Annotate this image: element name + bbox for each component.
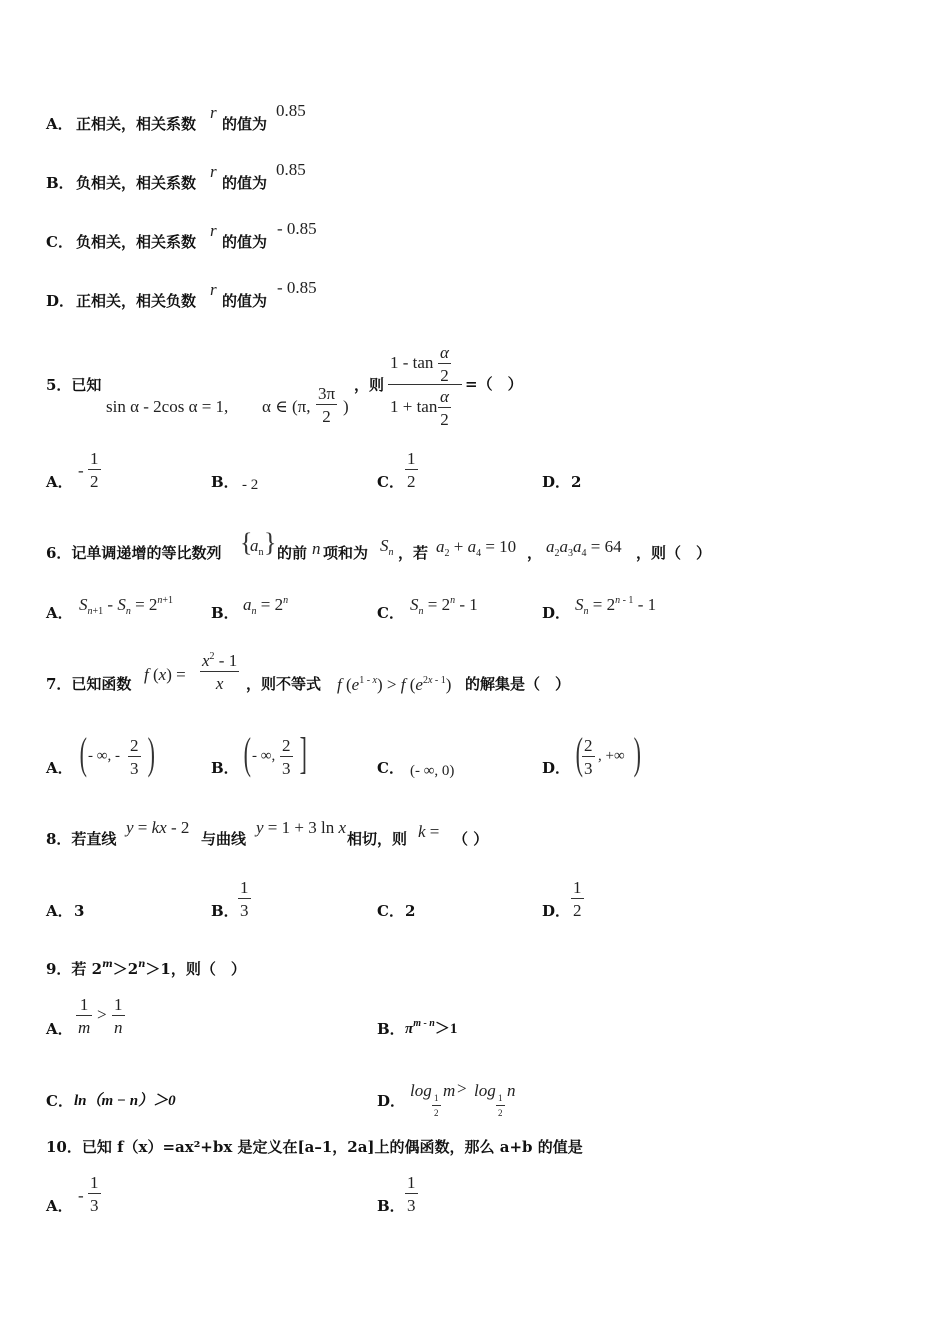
paren-close: ] [299, 729, 307, 778]
option-label: A． [46, 115, 73, 133]
option-label: C． [377, 902, 404, 920]
option-label: A． [46, 759, 73, 777]
log-1: log [410, 1081, 432, 1100]
option-label: C． [377, 473, 404, 491]
question-tail: 的解集是（ ） [465, 675, 571, 693]
option-expression: ln（m − n）＞0 [74, 1093, 176, 1109]
option-text-tail: 的值为 [222, 174, 268, 192]
option-label: A． [46, 902, 73, 920]
option-value: (- ∞, 0) [410, 763, 455, 779]
greater-than: > [457, 1079, 467, 1098]
option-label: A． [46, 604, 73, 622]
greater-than: > [97, 1005, 107, 1024]
option-label: C． [46, 1092, 73, 1110]
interval-end: , +∞ [598, 748, 625, 764]
seq-a: a [250, 536, 259, 555]
equation-product: $a_2a_3a_4 = 64$ [546, 537, 622, 559]
line-equation: y = kx - 2 [126, 818, 190, 837]
denominator-text: 1 + tan [390, 397, 438, 416]
option-value: 0.85 [276, 160, 306, 179]
question-stem: ，则 [354, 376, 385, 394]
option-text-tail: 的值为 [222, 292, 268, 310]
question-tail: （ ） [453, 830, 489, 848]
var-s: S [380, 536, 389, 555]
question-stem: 6．记单调递增的等比数列 [46, 544, 222, 562]
question-stem: 7．已知函数 [46, 675, 132, 693]
paren-close: ) [147, 729, 155, 778]
option-text: 负相关，相关系数 [76, 233, 197, 251]
option-fraction: $\frac{2}{3}$ [584, 736, 593, 778]
option-label: B． [46, 174, 74, 192]
k-equals: k = [418, 822, 440, 841]
paren-close: ) [633, 729, 641, 778]
option-value: 2 [405, 902, 416, 920]
paren-open: ( [243, 729, 251, 778]
option-label: D． [542, 604, 571, 622]
option-expression: $a_n = 2^n$ [243, 595, 289, 617]
alpha-over-2: $\frac{\alpha}{2}$ [440, 387, 449, 429]
option-label: B． [211, 902, 239, 920]
option-label: A． [46, 1020, 73, 1038]
var-r: r [210, 280, 217, 299]
minus-sign: - [78, 461, 84, 480]
option-label: B． [211, 473, 239, 491]
function-fraction: $\frac{x^2 - 1}{x}$ [202, 651, 238, 693]
question-stem: 8．若直线 [46, 830, 117, 848]
minus-sign: - [78, 1186, 84, 1205]
option-expression: $S_{n+1} - S_n = 2^{n+1}$ [79, 595, 174, 617]
option-label: C． [46, 233, 73, 251]
question-tail: =（ ） [465, 375, 523, 393]
var-r: r [210, 221, 217, 240]
option-value: - 0.85 [277, 219, 317, 238]
option-label: B． [211, 759, 239, 777]
option-expression: $S_n = 2^{n - 1} - 1$ [575, 595, 657, 617]
option-text-tail: 的值为 [222, 233, 268, 251]
condition-equation: sin α - 2cos α = 1, [106, 397, 229, 416]
alpha-over-2: $\frac{\alpha}{2}$ [440, 343, 449, 385]
fraction-3pi-over-2: $\frac{3\pi}{2}$ [318, 384, 336, 426]
condition-interval: α ∈ (π, [262, 397, 311, 416]
option-value: 2 [571, 473, 582, 491]
option-expression: $\pi^{m - n}>1$ [405, 1018, 458, 1037]
option-text: 正相关，相关系数 [76, 115, 197, 133]
var-r: r [210, 103, 217, 122]
option-label: A． [46, 473, 73, 491]
option-value: 3 [74, 902, 85, 920]
log-2: log [474, 1081, 496, 1100]
option-label: D． [377, 1092, 406, 1110]
option-fraction: $\frac{1}{3}$ [407, 1173, 416, 1215]
option-value: - 2 [242, 477, 259, 493]
option-fraction: $\frac{1}{2}$ [573, 878, 582, 920]
question-stem: 10．已知 f（x）=ax²+bx 是定义在[a–1，2a]上的偶函数，那么 a+b 的值是 [46, 1138, 583, 1156]
option-label: D． [542, 759, 571, 777]
option-label: D． [542, 902, 571, 920]
equation-sum: $a_2 + a_4 = 10$ [436, 537, 517, 559]
paren-open: ( [79, 729, 87, 778]
question-stem: 相切，则 [347, 830, 408, 848]
option-fraction: $\frac{1}{2}$ [407, 449, 416, 491]
option-text-tail: 的值为 [222, 115, 268, 133]
var-m: m [443, 1081, 456, 1100]
option-label: C． [377, 759, 404, 777]
option-label: B． [377, 1197, 405, 1215]
curve-equation: y = 1 + 3 ln x [256, 818, 346, 837]
fraction-1-over-m: $\frac{1}{m}$ [78, 995, 91, 1037]
option-label: B． [211, 604, 239, 622]
var-r: r [210, 162, 217, 181]
option-fraction: $\frac{1}{3}$ [90, 1173, 99, 1215]
brace-close: } [264, 528, 277, 557]
option-fraction: $\frac{1}{3}$ [240, 878, 249, 920]
var-n: n [312, 539, 321, 558]
interval-start: - ∞, [252, 748, 276, 764]
log-base-half: $\frac{1}{2}$ [498, 1093, 503, 1118]
option-label: A． [46, 1197, 73, 1215]
var-n: n [507, 1081, 516, 1100]
numerator-text: 1 - tan [390, 353, 434, 372]
separator: ， [527, 544, 543, 562]
option-label: C． [377, 604, 404, 622]
question-stem: 与曲线 [201, 830, 247, 848]
paren-open: ( [575, 729, 583, 778]
interval-start: - ∞, - [88, 748, 120, 764]
question-stem: 9．若 $2^m>2^n>1$，则（ ） [46, 959, 246, 978]
option-expression: $S_n = 2^n - 1$ [410, 595, 478, 617]
question-tail: ，则（ ） [636, 544, 712, 562]
option-fraction: $\frac{1}{2}$ [90, 449, 99, 491]
function-name: f (x) = [144, 665, 186, 684]
question-stem: 项和为 [323, 544, 369, 562]
fraction-1-over-n: $\frac{1}{n}$ [114, 995, 123, 1037]
option-text: 负相关，相关系数 [76, 174, 197, 192]
option-label: D． [542, 473, 571, 491]
fraction-bar [388, 384, 462, 385]
brace-open: { [240, 528, 253, 557]
option-label: D． [46, 292, 75, 310]
option-value: - 0.85 [277, 278, 317, 297]
question-stem: ，若 [398, 544, 429, 562]
paren-close: ) [343, 397, 349, 416]
question-stem: ，则不等式 [246, 675, 322, 693]
option-text: 正相关，相关负数 [76, 292, 197, 310]
inequality: f $(e^{1 - x}) > f$ $(e^{2x - 1})$ [337, 675, 452, 694]
question-stem: 的前 [277, 544, 308, 562]
option-fraction: $\frac{2}{3}$ [130, 736, 139, 778]
question-stem: 5．已知 [46, 376, 102, 394]
option-fraction: $\frac{2}{3}$ [282, 736, 291, 778]
option-label: B． [377, 1020, 405, 1038]
tan-ratio-fraction [388, 344, 462, 432]
option-value: 0.85 [276, 101, 306, 120]
log-base-half: $\frac{1}{2}$ [434, 1093, 439, 1118]
seq-sub: n [258, 547, 264, 558]
